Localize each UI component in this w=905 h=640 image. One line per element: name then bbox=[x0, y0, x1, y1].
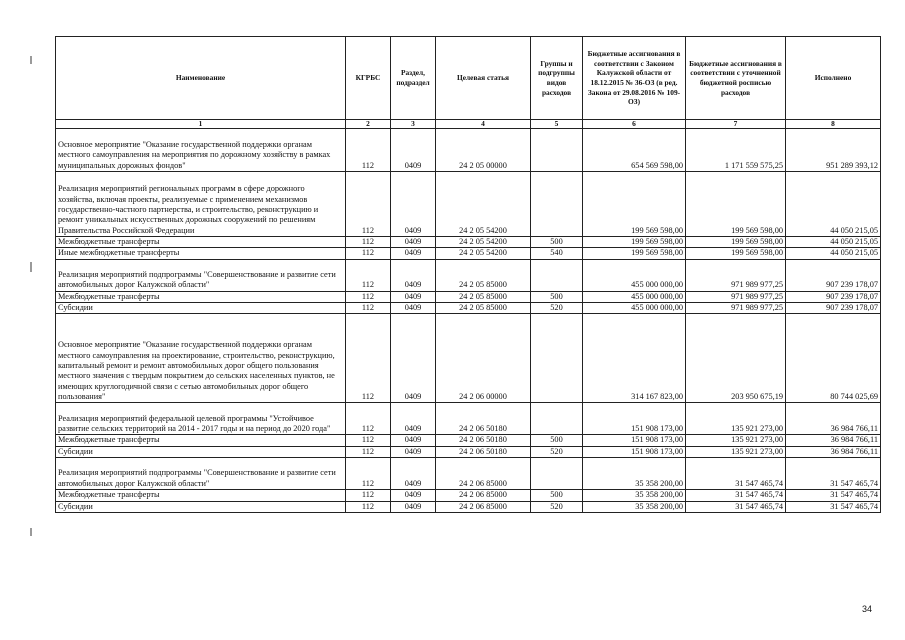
table-row bbox=[56, 403, 881, 435]
row-refined-allocation: 203 950 675,19 bbox=[686, 314, 786, 403]
row-name: Основное мероприятие "Оказание государственной поддержки органам местного самоуправления на мероприятия по дорожному хозяйству в рамках муниципальных дорожных фондов" bbox=[56, 129, 346, 172]
row-section: 0409 bbox=[391, 259, 436, 291]
row-kgrbs: 112 bbox=[346, 129, 391, 172]
row-target-article: 24 2 05 54200 bbox=[436, 248, 531, 259]
row-kgrbs: 112 bbox=[346, 458, 391, 490]
row-target-article: 24 2 05 85000 bbox=[436, 259, 531, 291]
row-executed-amount: 31 547 465,74 bbox=[786, 490, 881, 501]
row-name: Субсидии bbox=[56, 303, 346, 314]
row-name: Реализация мероприятий федеральной целевой программы "Устойчивое развитие сельских территорий на 2014 - 2017 годы и на период до 2020 года" bbox=[56, 403, 346, 435]
row-law-allocation: 455 000 000,00 bbox=[583, 303, 686, 314]
row-law-allocation: 199 569 598,00 bbox=[583, 237, 686, 248]
column-header-kgrbs: КГРБС bbox=[346, 37, 391, 120]
row-law-allocation: 151 908 173,00 bbox=[583, 435, 686, 446]
row-law-allocation: 151 908 173,00 bbox=[583, 403, 686, 435]
row-name: Реализация мероприятий подпрограммы "Совершенствование и развитие сети автомобильных дорог Калужской области" bbox=[56, 458, 346, 490]
budget-execution-table bbox=[55, 36, 881, 513]
row-kgrbs: 112 bbox=[346, 446, 391, 457]
row-executed-amount: 31 547 465,74 bbox=[786, 458, 881, 490]
table-row bbox=[56, 248, 881, 259]
table-body bbox=[56, 129, 881, 513]
row-law-allocation: 35 358 200,00 bbox=[583, 490, 686, 501]
table-row bbox=[56, 501, 881, 512]
row-name: Реализация мероприятий подпрограммы "Совершенствование и развитие сети автомобильных дорог Калужской области" bbox=[56, 259, 346, 291]
row-refined-allocation: 971 989 977,25 bbox=[686, 303, 786, 314]
row-law-allocation: 151 908 173,00 bbox=[583, 446, 686, 457]
row-target-article: 24 2 06 50180 bbox=[436, 435, 531, 446]
row-executed-amount: 44 050 215,05 bbox=[786, 248, 881, 259]
row-kgrbs: 112 bbox=[346, 490, 391, 501]
row-refined-allocation: 135 921 273,00 bbox=[686, 446, 786, 457]
row-refined-allocation: 31 547 465,74 bbox=[686, 501, 786, 512]
row-executed-amount: 80 744 025,69 bbox=[786, 314, 881, 403]
row-target-article: 24 2 06 00000 bbox=[436, 314, 531, 403]
row-name: Иные межбюджетные трансферты bbox=[56, 248, 346, 259]
row-kgrbs: 112 bbox=[346, 237, 391, 248]
column-header-law-allocations: Бюджетные ассигнования в соответствии с Законом Калужской области от 18.12.2015 № 36-ОЗ (в ред. Закона от 29.08.2016 № 109-ОЗ) bbox=[583, 37, 686, 120]
row-law-allocation: 314 167 823,00 bbox=[583, 314, 686, 403]
row-executed-amount: 907 239 178,07 bbox=[786, 303, 881, 314]
column-header-expense-groups: Группы и подгруппы видов расходов bbox=[531, 37, 583, 120]
row-expense-group bbox=[531, 458, 583, 490]
row-kgrbs: 112 bbox=[346, 303, 391, 314]
column-number: 4 bbox=[436, 120, 531, 129]
row-executed-amount: 44 050 215,05 bbox=[786, 237, 881, 248]
row-executed-amount: 951 289 393,12 bbox=[786, 129, 881, 172]
table-row bbox=[56, 237, 881, 248]
row-expense-group: 520 bbox=[531, 446, 583, 457]
row-expense-group: 520 bbox=[531, 303, 583, 314]
row-expense-group: 540 bbox=[531, 248, 583, 259]
column-number: 3 bbox=[391, 120, 436, 129]
row-section: 0409 bbox=[391, 237, 436, 248]
row-refined-allocation: 971 989 977,25 bbox=[686, 259, 786, 291]
table-row bbox=[56, 172, 881, 237]
row-section: 0409 bbox=[391, 501, 436, 512]
table-row bbox=[56, 490, 881, 501]
row-refined-allocation: 199 569 598,00 bbox=[686, 237, 786, 248]
row-law-allocation: 35 358 200,00 bbox=[583, 458, 686, 490]
row-law-allocation: 455 000 000,00 bbox=[583, 291, 686, 302]
page-number: 34 bbox=[862, 604, 873, 614]
row-executed-amount: 31 547 465,74 bbox=[786, 501, 881, 512]
row-name: Реализация мероприятий региональных программ в сфере дорожного хозяйства, включая проекты, реализуемые с применением механизмов государственно-частного партнерства, и строительство, реконструкцию и ремонт уникальных искусственных дорожных сооружений по решениям Правительства Российской Федерации bbox=[56, 172, 346, 237]
column-header-target-article: Целевая статья bbox=[436, 37, 531, 120]
row-expense-group: 500 bbox=[531, 237, 583, 248]
row-law-allocation: 199 569 598,00 bbox=[583, 172, 686, 237]
row-name: Субсидии bbox=[56, 501, 346, 512]
row-executed-amount: 36 984 766,11 bbox=[786, 435, 881, 446]
row-kgrbs: 112 bbox=[346, 501, 391, 512]
table-row bbox=[56, 129, 881, 172]
row-section: 0409 bbox=[391, 446, 436, 457]
row-executed-amount: 44 050 215,05 bbox=[786, 172, 881, 237]
row-expense-group bbox=[531, 403, 583, 435]
row-section: 0409 bbox=[391, 403, 436, 435]
row-refined-allocation: 199 569 598,00 bbox=[686, 248, 786, 259]
row-section: 0409 bbox=[391, 314, 436, 403]
column-number-row bbox=[56, 120, 881, 129]
column-number: 7 bbox=[686, 120, 786, 129]
binding-mark bbox=[30, 528, 32, 536]
row-executed-amount: 36 984 766,11 bbox=[786, 446, 881, 457]
row-target-article: 24 2 06 50180 bbox=[436, 446, 531, 457]
row-name: Основное мероприятие "Оказание государственной поддержки органам местного самоуправления на проектирование, строительство, реконструкцию, капитальный ремонт и ремонт автомобильных дорог общего пользования местного значения с твердым покрытием до сельских населенных пунктов, не имеющих круглогодичной связи с сетью автомобильных дорог общего пользования" bbox=[56, 314, 346, 403]
binding-mark bbox=[30, 262, 32, 272]
column-number: 1 bbox=[56, 120, 346, 129]
column-number: 5 bbox=[531, 120, 583, 129]
row-refined-allocation: 31 547 465,74 bbox=[686, 490, 786, 501]
row-name: Субсидии bbox=[56, 446, 346, 457]
row-target-article: 24 2 05 85000 bbox=[436, 303, 531, 314]
column-number: 8 bbox=[786, 120, 881, 129]
row-refined-allocation: 971 989 977,25 bbox=[686, 291, 786, 302]
row-law-allocation: 654 569 598,00 bbox=[583, 129, 686, 172]
row-target-article: 24 2 06 85000 bbox=[436, 490, 531, 501]
column-number: 2 bbox=[346, 120, 391, 129]
row-executed-amount: 907 239 178,07 bbox=[786, 259, 881, 291]
table-row bbox=[56, 259, 881, 291]
row-expense-group: 520 bbox=[531, 501, 583, 512]
row-section: 0409 bbox=[391, 490, 436, 501]
column-header-section: Раздел, подраздел bbox=[391, 37, 436, 120]
table-row bbox=[56, 435, 881, 446]
row-kgrbs: 112 bbox=[346, 248, 391, 259]
row-kgrbs: 112 bbox=[346, 291, 391, 302]
row-section: 0409 bbox=[391, 458, 436, 490]
table-row bbox=[56, 291, 881, 302]
row-expense-group: 500 bbox=[531, 490, 583, 501]
row-refined-allocation: 135 921 273,00 bbox=[686, 435, 786, 446]
row-expense-group bbox=[531, 314, 583, 403]
row-kgrbs: 112 bbox=[346, 314, 391, 403]
row-name: Межбюджетные трансферты bbox=[56, 490, 346, 501]
row-expense-group: 500 bbox=[531, 435, 583, 446]
row-name: Межбюджетные трансферты bbox=[56, 237, 346, 248]
row-target-article: 24 2 06 85000 bbox=[436, 458, 531, 490]
row-target-article: 24 2 05 54200 bbox=[436, 172, 531, 237]
row-section: 0409 bbox=[391, 172, 436, 237]
row-target-article: 24 2 06 50180 bbox=[436, 403, 531, 435]
row-kgrbs: 112 bbox=[346, 435, 391, 446]
column-header-refined-allocations: Бюджетные ассигнования в соответствии с уточненной бюджетной росписью расходов bbox=[686, 37, 786, 120]
row-target-article: 24 2 05 85000 bbox=[436, 291, 531, 302]
binding-mark bbox=[30, 56, 32, 64]
row-refined-allocation: 135 921 273,00 bbox=[686, 403, 786, 435]
column-header-name: Наименование bbox=[56, 37, 346, 120]
row-kgrbs: 112 bbox=[346, 259, 391, 291]
row-law-allocation: 455 000 000,00 bbox=[583, 259, 686, 291]
column-number: 6 bbox=[583, 120, 686, 129]
row-executed-amount: 36 984 766,11 bbox=[786, 403, 881, 435]
row-section: 0409 bbox=[391, 303, 436, 314]
row-law-allocation: 199 569 598,00 bbox=[583, 248, 686, 259]
row-section: 0409 bbox=[391, 248, 436, 259]
row-refined-allocation: 1 171 559 575,25 bbox=[686, 129, 786, 172]
row-expense-group bbox=[531, 259, 583, 291]
row-expense-group: 500 bbox=[531, 291, 583, 302]
row-refined-allocation: 31 547 465,74 bbox=[686, 458, 786, 490]
row-law-allocation: 35 358 200,00 bbox=[583, 501, 686, 512]
row-target-article: 24 2 06 85000 bbox=[436, 501, 531, 512]
row-name: Межбюджетные трансферты bbox=[56, 291, 346, 302]
row-kgrbs: 112 bbox=[346, 403, 391, 435]
row-kgrbs: 112 bbox=[346, 172, 391, 237]
row-target-article: 24 2 05 00000 bbox=[436, 129, 531, 172]
table-row bbox=[56, 446, 881, 457]
row-name: Межбюджетные трансферты bbox=[56, 435, 346, 446]
table-row bbox=[56, 314, 881, 403]
column-header-executed: Исполнено bbox=[786, 37, 881, 120]
row-executed-amount: 907 239 178,07 bbox=[786, 291, 881, 302]
row-expense-group bbox=[531, 129, 583, 172]
table-row bbox=[56, 458, 881, 490]
row-section: 0409 bbox=[391, 435, 436, 446]
row-target-article: 24 2 05 54200 bbox=[436, 237, 531, 248]
row-refined-allocation: 199 569 598,00 bbox=[686, 172, 786, 237]
row-section: 0409 bbox=[391, 129, 436, 172]
table-header-row bbox=[56, 37, 881, 120]
table-row bbox=[56, 303, 881, 314]
row-expense-group bbox=[531, 172, 583, 237]
row-section: 0409 bbox=[391, 291, 436, 302]
